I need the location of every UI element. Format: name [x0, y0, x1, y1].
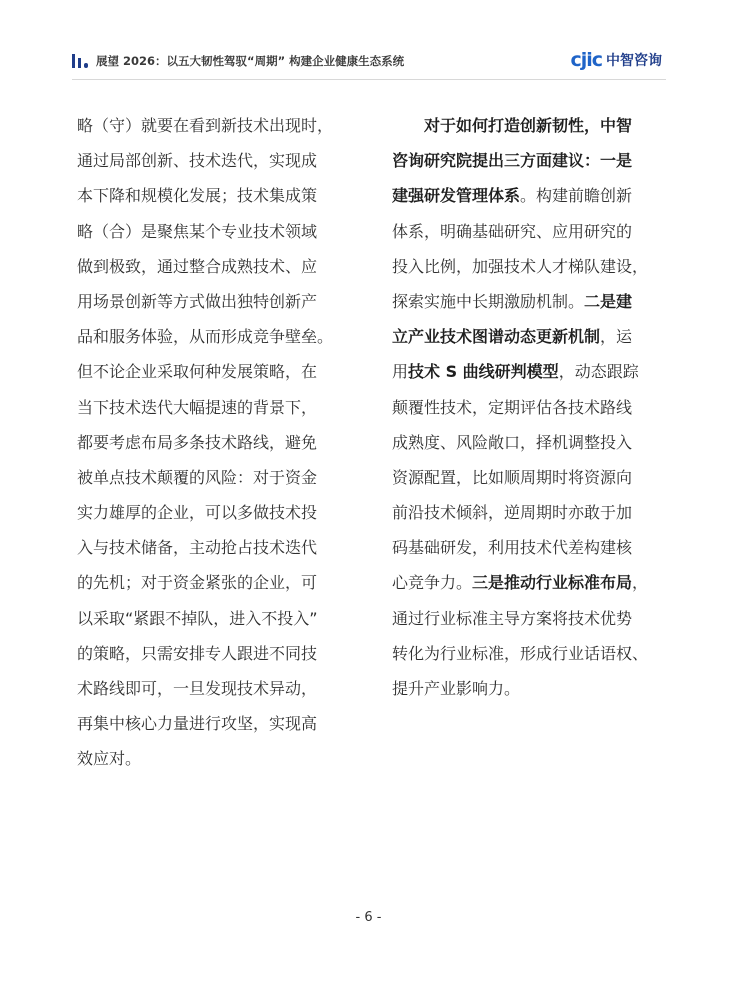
- text-line: 再集中核心力量进行攻坚，实现高: [77, 714, 318, 734]
- text-line: 入与技术储备，主动抢占技术迭代: [77, 538, 318, 558]
- plain-text: 心竞争力。: [392, 573, 473, 593]
- text-line: [392, 565, 672, 600]
- text-line: [392, 354, 672, 389]
- plain-text: ，动态跟踪: [558, 362, 639, 382]
- text-line: [392, 178, 672, 213]
- header-bars-icon: [72, 54, 88, 68]
- bold-text: 建强研发管理体系: [392, 186, 521, 206]
- text-line: 本下降和规模化发展；技术集成策: [77, 186, 318, 206]
- text-line: 但不论企业采取何种发展策略，在: [77, 362, 318, 382]
- text-line: 以采取“紧跟不掉队，进入不投入”: [77, 608, 318, 628]
- text-line: 成熟度、风险敞口，择机调整投入: [392, 432, 633, 452]
- text-line: 效应对。: [77, 749, 142, 769]
- bold-text: 立产业技术图谱动态更新机制: [392, 327, 601, 347]
- bold-text: 咨询研究院提出三方面建议：一是: [392, 151, 633, 171]
- text-line: 的先机；对于资金紧张的企业，可: [77, 573, 318, 593]
- text-line: 投入比例，加强技术人才梯队建设，: [392, 256, 649, 276]
- text-line: [392, 319, 672, 354]
- text-line: 通过行业标准主导方案将技术优势: [392, 608, 633, 628]
- header-divider: [72, 79, 666, 80]
- text-line: [392, 284, 672, 319]
- text-line: 的策略，只需安排专人跟进不同技: [77, 643, 318, 663]
- page-number: - 6 -: [355, 910, 382, 925]
- right-column: [392, 108, 672, 706]
- text-line: 提升产业影响力。: [392, 679, 521, 698]
- text-line: 前沿技术倾斜，逆周期时亦敢于加: [392, 503, 633, 523]
- header-title: 展望 2026：以五大韧性驾驭“周期” 构建企业健康生态系统: [96, 54, 405, 68]
- text-line: 被单点技术颠覆的风险：对于资金: [77, 467, 318, 487]
- text-line: [392, 143, 672, 178]
- left-column: [77, 108, 359, 777]
- bold-text: 三是推动行业标准布局: [472, 573, 633, 593]
- text-line: 术路线即可，一旦发现技术异动，: [77, 679, 318, 698]
- plain-text: 用: [392, 362, 409, 382]
- text-line: 通过局部创新、技术迭代，实现成: [77, 151, 318, 171]
- text-line: 转化为行业标准，形成行业话语权、: [392, 643, 649, 663]
- text-line: 资源配置，比如顺周期时将资源向: [392, 467, 633, 487]
- logo-mark: cjic: [570, 49, 602, 71]
- text-line: 颠覆性技术，定期评估各技术路线: [392, 397, 633, 417]
- bold-text: 二是建: [584, 291, 633, 311]
- plain-text: ，运: [600, 327, 633, 347]
- bold-text: 对于如何打造创新韧性，中智: [424, 116, 633, 135]
- bold-text: 技术 S 曲线研判模型: [408, 362, 559, 382]
- text-line: 品和服务体验，从而形成竞争壁垒。: [77, 327, 334, 347]
- text-line: 码基础研发，利用技术代差构建核: [392, 538, 633, 558]
- logo-text: 中智咨询: [606, 53, 662, 69]
- plain-text: 。构建前瞻创新: [520, 186, 633, 206]
- text-line: 当下技术迭代大幅提速的背景下，: [77, 397, 318, 417]
- text-line: 用场景创新等方式做出独特创新产: [77, 291, 318, 311]
- text-line: 实力雄厚的企业，可以多做技术投: [77, 503, 318, 523]
- text-line: 体系，明确基础研究、应用研究的: [392, 221, 633, 241]
- company-logo: [570, 49, 662, 71]
- plain-text: ，: [632, 573, 649, 593]
- text-line: 做到极致，通过整合成熟技术、应: [77, 256, 318, 276]
- text-line: 略（合）是聚焦某个专业技术领域: [77, 221, 318, 241]
- text-line: 略（守）就要在看到新技术出现时，: [77, 116, 334, 135]
- text-line: 都要考虑布局多条技术路线，避免: [77, 432, 318, 452]
- text-line: [424, 108, 672, 143]
- page-header: [72, 48, 672, 74]
- plain-text: 探索实施中长期激励机制。: [392, 291, 585, 311]
